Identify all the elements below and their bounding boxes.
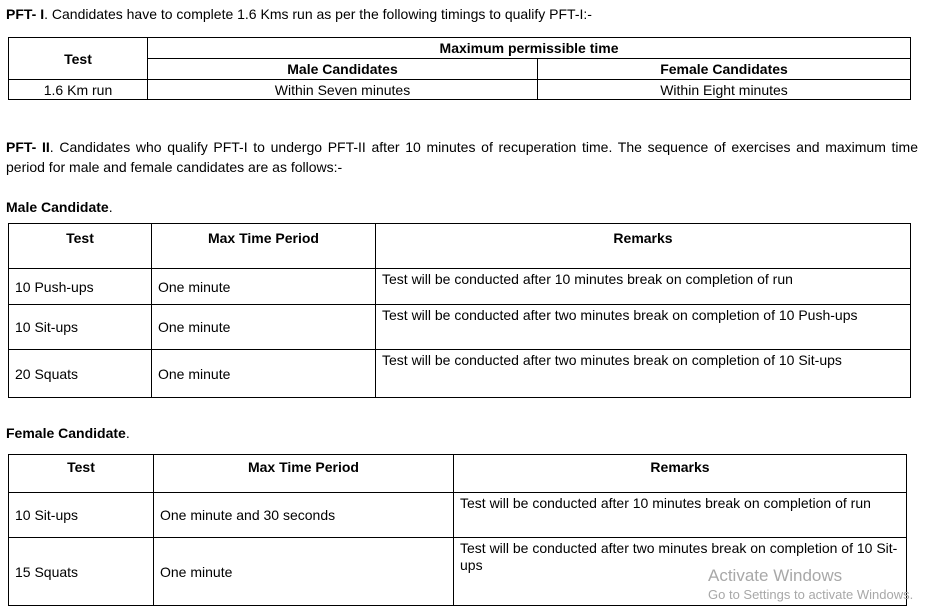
pft2-text: . Candidates who qualify PFT-I to undergo PFT-II after 10 minutes of recuperation time. The sequence of exercises and maximum time period for male and female candidates are as follows:- bbox=[6, 139, 918, 175]
male-heading-text: Male Candidate bbox=[6, 199, 109, 215]
watermark-subtitle: Go to Settings to activate Windows. bbox=[708, 587, 914, 602]
male-header-remarks: Remarks bbox=[376, 224, 911, 269]
female-header-test: Test bbox=[9, 455, 154, 493]
table-row bbox=[9, 350, 911, 398]
female-row2-remarks: Test will be conducted after two minutes break on completion of 10 Sit-ups bbox=[454, 538, 907, 606]
pft1-header-male: Male Candidates bbox=[148, 59, 538, 80]
male-row3-remarks: Test will be conducted after two minutes break on completion of 10 Sit-ups bbox=[376, 350, 911, 398]
male-row3-test: 20 Squats bbox=[9, 350, 152, 398]
female-row1-time: One minute and 30 seconds bbox=[154, 493, 454, 538]
male-row3-time: One minute bbox=[152, 350, 376, 398]
pft1-intro bbox=[6, 4, 592, 24]
male-table bbox=[8, 223, 911, 398]
pft1-header-max-time: Maximum permissible time bbox=[148, 38, 911, 59]
pft1-header-test: Test bbox=[9, 38, 148, 80]
pft1-cell-female: Within Eight minutes bbox=[538, 80, 911, 100]
watermark-title: Activate Windows bbox=[708, 566, 843, 585]
male-header-test: Test bbox=[9, 224, 152, 269]
male-header-time: Max Time Period bbox=[152, 224, 376, 269]
table-row bbox=[9, 493, 907, 538]
pft1-cell-test: 1.6 Km run bbox=[9, 80, 148, 100]
activate-windows-watermark bbox=[708, 566, 913, 604]
female-heading-text: Female Candidate bbox=[6, 425, 126, 441]
pft2-label: PFT- II bbox=[6, 139, 50, 155]
male-row2-remarks: Test will be conducted after two minutes break on completion of 10 Push-ups bbox=[376, 305, 911, 350]
female-row1-remarks: Test will be conducted after 10 minutes break on completion of run bbox=[454, 493, 907, 538]
female-row2-test: 15 Squats bbox=[9, 538, 154, 606]
male-row1-remarks: Test will be conducted after 10 minutes break on completion of run bbox=[376, 269, 911, 305]
female-row2-time: One minute bbox=[154, 538, 454, 606]
table-row bbox=[9, 305, 911, 350]
female-heading bbox=[6, 425, 130, 441]
pft1-text: . Candidates have to complete 1.6 Kms run as per the following timings to qualify PFT-I:- bbox=[44, 6, 592, 22]
female-header-remarks: Remarks bbox=[454, 455, 907, 493]
female-header-time: Max Time Period bbox=[154, 455, 454, 493]
male-row2-time: One minute bbox=[152, 305, 376, 350]
male-row1-time: One minute bbox=[152, 269, 376, 305]
pft1-table bbox=[8, 37, 911, 100]
pft1-header-female: Female Candidates bbox=[538, 59, 911, 80]
pft1-cell-male: Within Seven minutes bbox=[148, 80, 538, 100]
male-heading-suffix: . bbox=[108, 199, 113, 215]
male-heading bbox=[6, 199, 113, 215]
male-row1-test: 10 Push-ups bbox=[9, 269, 152, 305]
female-heading-suffix: . bbox=[125, 425, 130, 441]
table-row bbox=[9, 269, 911, 305]
pft1-label: PFT- I bbox=[6, 6, 45, 22]
pft2-intro bbox=[6, 137, 918, 177]
male-row2-test: 10 Sit-ups bbox=[9, 305, 152, 350]
table-row bbox=[9, 80, 911, 100]
female-row1-test: 10 Sit-ups bbox=[9, 493, 154, 538]
